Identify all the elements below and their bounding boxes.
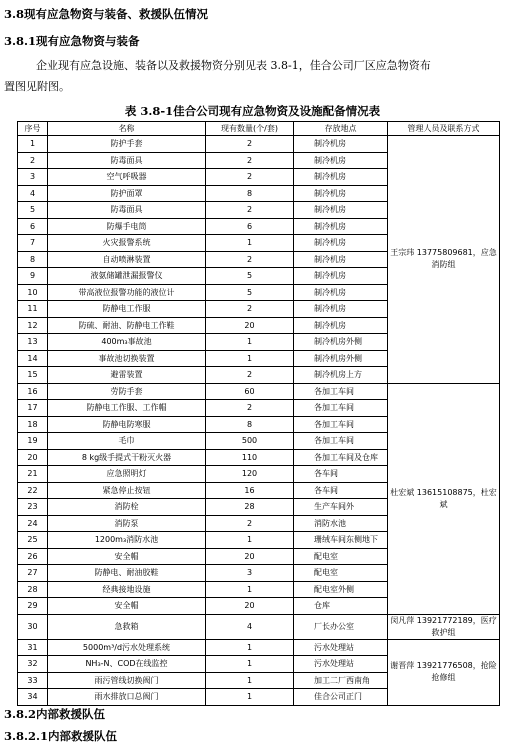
cell-quantity: 16: [206, 482, 294, 499]
cell-quantity: 5: [206, 284, 294, 301]
header-manager: 管理人员及联系方式: [388, 122, 500, 136]
cell-name: 防毒面具: [48, 152, 206, 169]
header-name: 名称: [48, 122, 206, 136]
cell-index: 5: [18, 202, 48, 219]
cell-location: 配电室外侧: [294, 581, 388, 598]
cell-index: 2: [18, 152, 48, 169]
cell-quantity: 1: [206, 235, 294, 252]
cell-name: 安全帽: [48, 598, 206, 615]
cell-index: 12: [18, 317, 48, 334]
cell-index: 20: [18, 449, 48, 466]
table-body: [18, 136, 500, 706]
cell-name: 经典接地设施: [48, 581, 206, 598]
cell-name: 事故池切换装置: [48, 350, 206, 367]
cell-name: 避雷装置: [48, 367, 206, 384]
cell-index: 28: [18, 581, 48, 598]
cell-name: 防静电防寒服: [48, 416, 206, 433]
cell-index: 33: [18, 672, 48, 689]
cell-quantity: 1: [206, 639, 294, 656]
cell-name: 空气呼吸器: [48, 169, 206, 186]
cell-name: 1200m₃消防水池: [48, 532, 206, 549]
cell-index: 4: [18, 185, 48, 202]
cell-quantity: 2: [206, 202, 294, 219]
paragraph-line-2: 置图见附图。: [4, 80, 70, 93]
cell-location: 制冷机房: [294, 251, 388, 268]
cell-index: 8: [18, 251, 48, 268]
cell-location: 制冷机房: [294, 268, 388, 285]
cell-quantity: 20: [206, 598, 294, 615]
cell-location: 制冷机房: [294, 185, 388, 202]
cell-location: 加工二厂西南角: [294, 672, 388, 689]
cell-quantity: 20: [206, 317, 294, 334]
cell-index: 23: [18, 499, 48, 516]
cell-index: 3: [18, 169, 48, 186]
cell-index: 26: [18, 548, 48, 565]
table-row: [18, 614, 500, 639]
cell-quantity: 5: [206, 268, 294, 285]
cell-index: 16: [18, 383, 48, 400]
cell-quantity: 1: [206, 350, 294, 367]
cell-name: 应急照明灯: [48, 466, 206, 483]
cell-quantity: 110: [206, 449, 294, 466]
table-caption: 表 3.8-1佳合公司现有应急物资及设施配备情况表: [124, 104, 381, 118]
cell-quantity: 2: [206, 400, 294, 417]
cell-location: 各车间: [294, 482, 388, 499]
header-location: 存放地点: [294, 122, 388, 136]
cell-name: 消防栓: [48, 499, 206, 516]
cell-location: 制冷机房: [294, 169, 388, 186]
cell-quantity: 6: [206, 218, 294, 235]
cell-index: 30: [18, 614, 48, 639]
cell-name: 防护面罩: [48, 185, 206, 202]
cell-name: 防爆手电筒: [48, 218, 206, 235]
cell-name: 防硫、耐油、防静电工作鞋: [48, 317, 206, 334]
cell-quantity: 2: [206, 301, 294, 318]
cell-name: 毛巾: [48, 433, 206, 450]
cell-location: 各加工车间及仓库: [294, 449, 388, 466]
cell-name: 液氨储罐泄漏报警仪: [48, 268, 206, 285]
cell-quantity: 2: [206, 515, 294, 532]
cell-location: 制冷机房上方: [294, 367, 388, 384]
cell-location: 各加工车间: [294, 433, 388, 450]
cell-location: 各加工车间: [294, 383, 388, 400]
cell-index: 34: [18, 689, 48, 706]
cell-name: 防静电工作服: [48, 301, 206, 318]
cell-quantity: 4: [206, 614, 294, 639]
cell-name: 防护手套: [48, 136, 206, 153]
cell-index: 10: [18, 284, 48, 301]
cell-name: 消防泵: [48, 515, 206, 532]
cell-quantity: 2: [206, 152, 294, 169]
cell-index: 32: [18, 656, 48, 673]
header-index: 序号: [18, 122, 48, 136]
cell-name: 400m₃事故池: [48, 334, 206, 351]
header-quantity: 现有数量(个/套): [206, 122, 294, 136]
table-row: [18, 383, 500, 400]
cell-quantity: 8: [206, 416, 294, 433]
heading-3-8-2: 3.8.2内部救援队伍: [4, 707, 106, 721]
cell-location: 生产车间外: [294, 499, 388, 516]
cell-name: 安全帽: [48, 548, 206, 565]
cell-location: 污水处理站: [294, 639, 388, 656]
cell-name: 防静电、耐油胶鞋: [48, 565, 206, 582]
cell-location: 制冷机房外侧: [294, 334, 388, 351]
cell-index: 7: [18, 235, 48, 252]
cell-quantity: 28: [206, 499, 294, 516]
cell-manager: 谢晋萍 13921776508，抢险抢修组: [388, 639, 500, 705]
equipment-table: [17, 121, 500, 706]
cell-index: 29: [18, 598, 48, 615]
cell-index: 25: [18, 532, 48, 549]
heading-3-8-2-1: 3.8.2.1内部救援队伍: [4, 729, 118, 743]
cell-name: 雨水排放口总阀门: [48, 689, 206, 706]
table-row: [18, 136, 500, 153]
cell-quantity: 2: [206, 136, 294, 153]
cell-location: 配电室: [294, 565, 388, 582]
cell-location: 制冷机房: [294, 317, 388, 334]
cell-index: 19: [18, 433, 48, 450]
cell-location: 制冷机房: [294, 202, 388, 219]
cell-index: 15: [18, 367, 48, 384]
cell-index: 11: [18, 301, 48, 318]
cell-quantity: 2: [206, 367, 294, 384]
heading-3-8: 3.8现有应急物资与装备、救援队伍情况: [4, 7, 209, 21]
cell-index: 1: [18, 136, 48, 153]
cell-location: 厂长办公室: [294, 614, 388, 639]
table-header-row: [18, 122, 500, 136]
cell-name: 5000m³/d污水处理系统: [48, 639, 206, 656]
cell-location: 各加工车间: [294, 400, 388, 417]
cell-location: 制冷机房: [294, 235, 388, 252]
cell-index: 6: [18, 218, 48, 235]
cell-name: 雨污管线切换阀门: [48, 672, 206, 689]
cell-name: 8 kg级手提式干粉灭火器: [48, 449, 206, 466]
cell-name: 劳防手套: [48, 383, 206, 400]
cell-index: 17: [18, 400, 48, 417]
cell-location: 各车间: [294, 466, 388, 483]
cell-quantity: 3: [206, 565, 294, 582]
cell-location: 消防水池: [294, 515, 388, 532]
cell-quantity: 1: [206, 334, 294, 351]
cell-location: 制冷机房: [294, 218, 388, 235]
cell-location: 仓库: [294, 598, 388, 615]
cell-quantity: 1: [206, 689, 294, 706]
cell-quantity: 1: [206, 672, 294, 689]
cell-index: 9: [18, 268, 48, 285]
cell-name: 紧急停止按钮: [48, 482, 206, 499]
cell-manager: 闵凡萍 13921772189，医疗救护组: [388, 614, 500, 639]
cell-quantity: 1: [206, 656, 294, 673]
cell-location: 制冷机房: [294, 301, 388, 318]
cell-location: 珊绒车间东侧地下: [294, 532, 388, 549]
cell-location: 各加工车间: [294, 416, 388, 433]
cell-location: 制冷机房: [294, 152, 388, 169]
heading-3-8-1: 3.8.1现有应急物资与装备: [4, 34, 140, 48]
paragraph-line-1: 企业现有应急设施、装备以及救援物资分别见表 3.8-1，佳合公司厂区应急物资布: [36, 59, 431, 72]
cell-quantity: 20: [206, 548, 294, 565]
cell-index: 21: [18, 466, 48, 483]
table-row: [18, 639, 500, 656]
cell-location: 配电室: [294, 548, 388, 565]
cell-name: 防毒面具: [48, 202, 206, 219]
cell-manager: 杜宏斌 13615108875，杜宏斌: [388, 383, 500, 614]
cell-name: 带高液位报警功能的液位计: [48, 284, 206, 301]
cell-quantity: 8: [206, 185, 294, 202]
cell-location: 佳合公司正门: [294, 689, 388, 706]
cell-location: 污水处理站: [294, 656, 388, 673]
cell-quantity: 2: [206, 169, 294, 186]
cell-index: 22: [18, 482, 48, 499]
cell-location: 制冷机房外侧: [294, 350, 388, 367]
cell-quantity: 1: [206, 532, 294, 549]
cell-index: 18: [18, 416, 48, 433]
cell-name: NH₃-N、COD在线监控: [48, 656, 206, 673]
cell-name: 急救箱: [48, 614, 206, 639]
cell-index: 24: [18, 515, 48, 532]
cell-index: 13: [18, 334, 48, 351]
cell-index: 14: [18, 350, 48, 367]
cell-quantity: 120: [206, 466, 294, 483]
cell-index: 27: [18, 565, 48, 582]
cell-quantity: 500: [206, 433, 294, 450]
cell-index: 31: [18, 639, 48, 656]
cell-quantity: 1: [206, 581, 294, 598]
cell-quantity: 2: [206, 251, 294, 268]
cell-manager: 王宗玮 13775809681，应急消防组: [388, 136, 500, 384]
cell-quantity: 60: [206, 383, 294, 400]
cell-name: 自动喷淋装置: [48, 251, 206, 268]
cell-name: 防静电工作服、工作帽: [48, 400, 206, 417]
cell-location: 制冷机房: [294, 136, 388, 153]
cell-location: 制冷机房: [294, 284, 388, 301]
cell-name: 火灾报警系统: [48, 235, 206, 252]
